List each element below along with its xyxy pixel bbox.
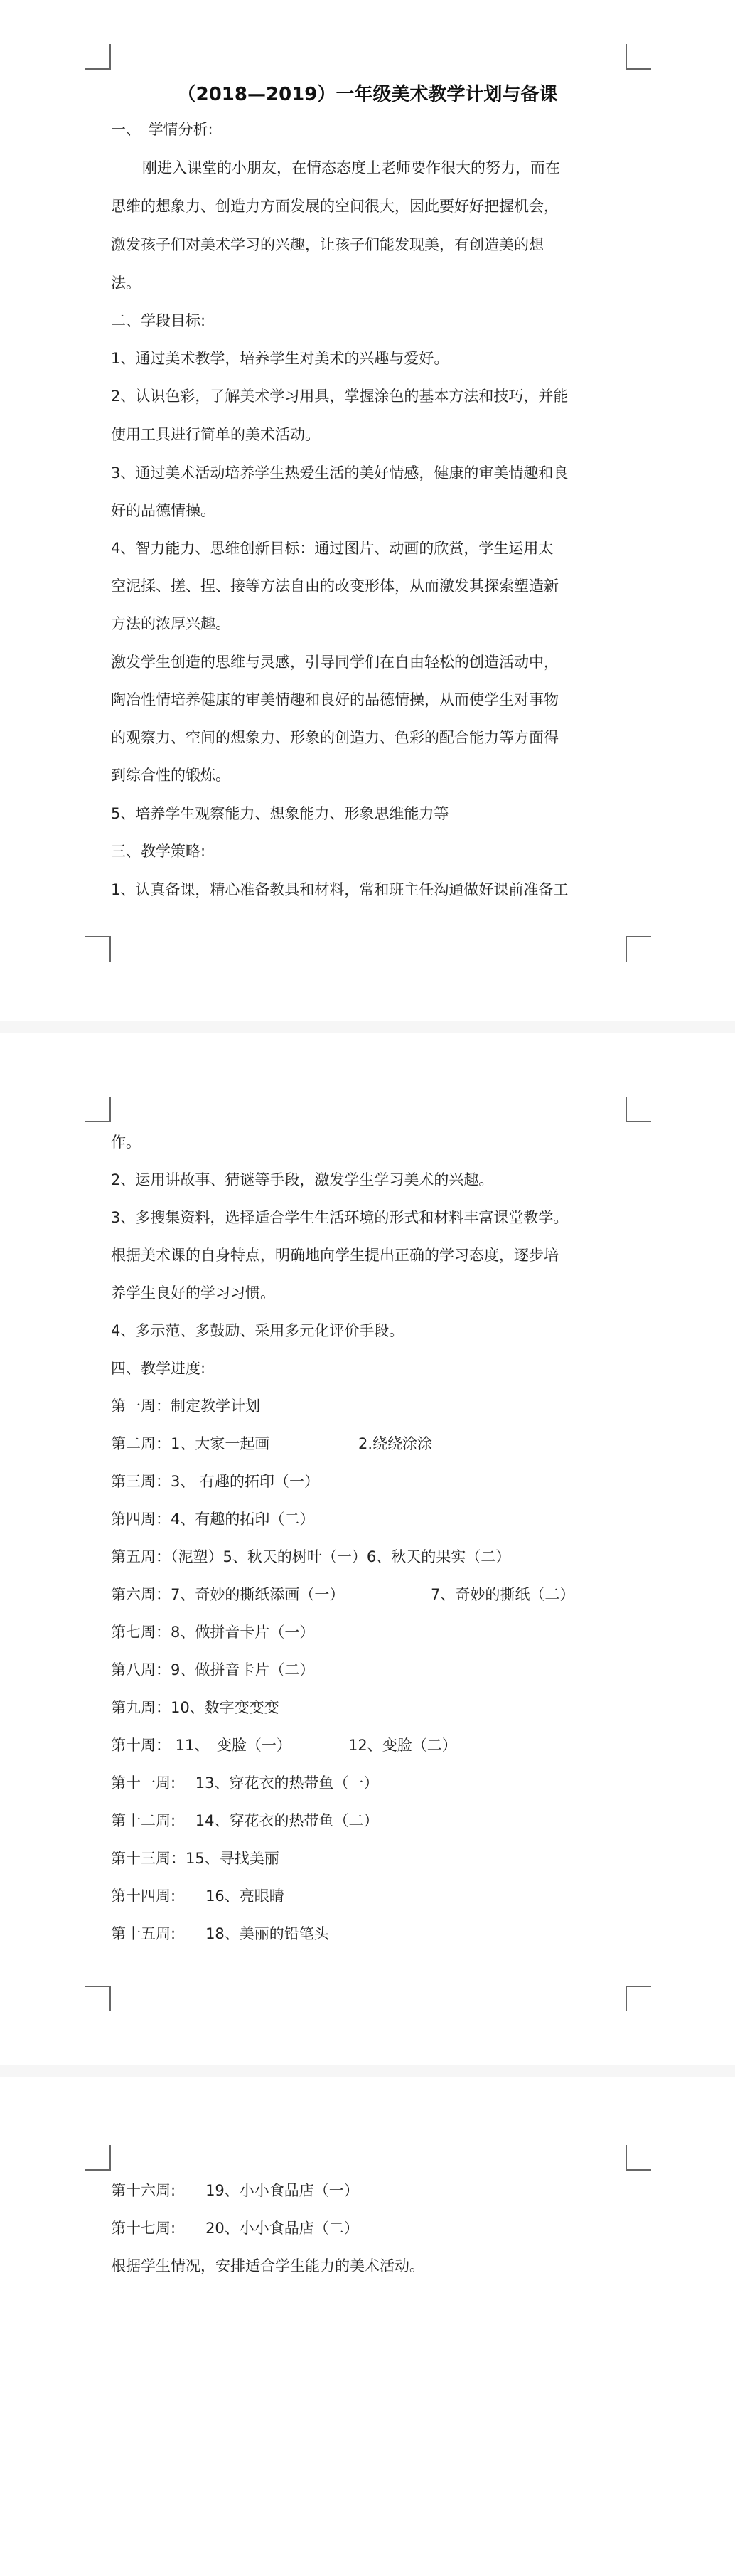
crop-mark-top-right	[626, 44, 651, 70]
section-heading-goals: 二、学段目标:	[111, 312, 206, 329]
crop-mark-top-left	[85, 1097, 111, 1122]
schedule-entry: 12、变脸（二）	[348, 1737, 457, 1754]
schedule-week-13: 第十三周：15、寻找美丽	[111, 1850, 279, 1867]
schedule-week-11: 第十一周: 13、穿花衣的热带鱼（一）	[111, 1774, 379, 1792]
paragraph-line: 2、运用讲故事、猜谜等手段，激发学生学习美术的兴趣。	[111, 1171, 494, 1188]
crop-mark-top-right	[626, 1097, 651, 1122]
document-page-3	[0, 2077, 735, 2576]
paragraph-line: 陶冶性情培养健康的审美情趣和良好的品德情操，从而使学生对事物	[111, 691, 559, 708]
crop-mark-top-left	[85, 44, 111, 70]
schedule-entry: 第十周： 11、 变脸（一）	[111, 1737, 291, 1754]
section-heading-schedule: 四、教学进度:	[111, 1360, 206, 1377]
schedule-entry: 第六周：7、奇妙的撕纸添画（一）	[111, 1586, 345, 1603]
schedule-week-15: 第十五周: 18、美丽的铅笔头	[111, 1925, 329, 1942]
crop-mark-bottom-right	[626, 936, 651, 962]
crop-mark-top-left	[85, 2145, 111, 2171]
section-heading-strategy: 三、教学策略:	[111, 843, 206, 860]
schedule-entry: 7、奇妙的撕纸（二）	[431, 1586, 575, 1603]
paragraph-line: 使用工具进行简单的美术活动。	[111, 426, 320, 443]
schedule-entry: 2.绕绕涂涂	[358, 1435, 433, 1452]
schedule-week-8: 第八周：9、做拼音卡片（二）	[111, 1661, 315, 1678]
section-heading-analysis: 一、 学情分析:	[111, 121, 213, 138]
schedule-week-4: 第四周：4、有趣的拓印（二）	[111, 1511, 315, 1528]
crop-mark-bottom-right	[626, 1986, 651, 2011]
document-title: （2018—2019）一年级美术教学计划与备课	[177, 84, 558, 105]
paragraph-line: 空泥揉、搓、捏、接等方法自由的改变形体，从而激发其探索塑造新	[111, 578, 559, 595]
paragraph-line: 3、通过美术活动培养学生热爱生活的美好情感，健康的审美情趣和良	[111, 464, 569, 481]
schedule-week-7: 第七周：8、做拼音卡片（一）	[111, 1624, 315, 1641]
paragraph-line: 思维的想象力、创造力方面发展的空间很大，因此要好好把握机会，	[111, 198, 559, 215]
schedule-week-17: 第十七周: 20、小小食品店（二）	[111, 2220, 359, 2237]
paragraph-line: 激发学生创造的思维与灵感，引导同学们在自由轻松的创造活动中，	[111, 654, 559, 671]
document-page-1	[0, 0, 735, 1021]
schedule-entry: 第二周：1、大家一起画	[111, 1435, 270, 1452]
paragraph-line: 1、通过美术教学，培养学生对美术的兴趣与爱好。	[111, 350, 449, 367]
schedule-week-1: 第一周：制定教学计划	[111, 1398, 260, 1415]
paragraph-line: 根据学生情况，安排适合学生能力的美术活动。	[111, 2257, 424, 2274]
paragraph-line: 根据美术课的自身特点，明确地向学生提出正确的学习态度，逐步培	[111, 1247, 559, 1264]
document-page-2	[0, 1033, 735, 2065]
paragraph-line: 好的品德情操。	[111, 502, 215, 519]
schedule-week-3: 第三周：3、 有趣的拓印（一）	[111, 1473, 320, 1490]
paragraph-line: 5、培养学生观察能力、想象能力、形象思维能力等	[111, 805, 449, 822]
schedule-week-9: 第九周：10、数字变变变	[111, 1699, 279, 1716]
paragraph-line: 到综合性的锻炼。	[111, 767, 230, 784]
crop-mark-bottom-left	[85, 936, 111, 962]
paragraph-line: 作。	[111, 1134, 141, 1151]
paragraph-line: 的观察力、空间的想象力、形象的创造力、色彩的配合能力等方面得	[111, 729, 559, 746]
paragraph-line: 1、认真备课，精心准备教具和材料，常和班主任沟通做好课前准备工	[111, 881, 569, 898]
paragraph-line: 法。	[111, 275, 141, 292]
schedule-week-12: 第十二周: 14、穿花衣的热带鱼（二）	[111, 1812, 379, 1829]
crop-mark-bottom-left	[85, 1986, 111, 2011]
paragraph-line: 激发孩子们对美术学习的兴趣，让孩子们能发现美，有创造美的想	[111, 236, 544, 253]
crop-mark-top-right	[626, 2145, 651, 2171]
paragraph-line: 3、多搜集资料，选择适合学生生活环境的形式和材料丰富课堂教学。	[111, 1209, 569, 1226]
schedule-week-14: 第十四周: 16、亮眼睛	[111, 1888, 284, 1905]
schedule-week-5: 第五周：（泥塑）5、秋天的树叶（一）6、秋天的果实（二）	[111, 1548, 511, 1565]
schedule-week-16: 第十六周: 19、小小食品店（一）	[111, 2182, 359, 2199]
paragraph-line: 方法的浓厚兴趣。	[111, 615, 230, 632]
paragraph-line: 4、智力能力、思维创新目标：通过图片、动画的欣赏，学生运用太	[111, 540, 554, 557]
paragraph-line: 养学生良好的学习习惯。	[111, 1284, 275, 1302]
paragraph-line: 4、多示范、多鼓励、采用多元化评价手段。	[111, 1322, 404, 1339]
paragraph-line: 2、认识色彩，了解美术学习用具，掌握涂色的基本方法和技巧，并能	[111, 388, 569, 405]
paragraph-line: 刚进入课堂的小朋友，在情态态度上老师要作很大的努力，而在	[142, 159, 560, 176]
